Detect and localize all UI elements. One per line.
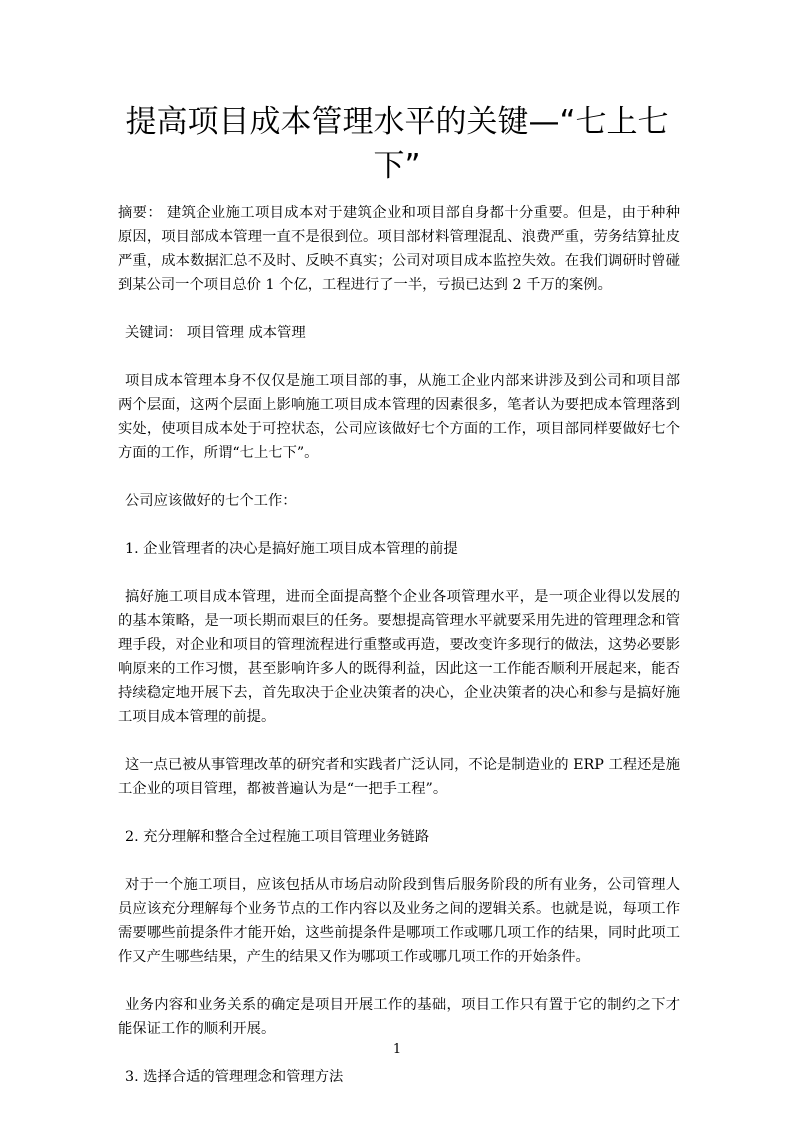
body-paragraph: 搞好施工项目成本管理，进而全面提高整个企业各项管理水平，是一项企业得以发展的的基本策略，是一项长期而艰巨的任务。要想提高管理水平就要采用先进的管理理念和管理手段，对企业和项目的管理流程进行重整或再造，要改变许多现行的做法，这势必要影响原来的工作习惯，甚至影响许多人的既得利益，因此这一工作能否顺利开展起来，能否持续稳定地开展下去，首先取决于企业决策者的决心，企业决策者的决心和参与是搞好施工项目成本管理的前提。 [118, 589, 680, 725]
page-number: 1 [392, 1042, 402, 1057]
body-paragraph: 业务内容和业务关系的确定是项目开展工作的基础，项目工作只有置于它的制约之下才能保证工作的顺利开展。 [118, 997, 680, 1037]
section-heading-company-tasks: 公司应该做好的七个工作： [125, 493, 297, 509]
item-heading-3: 3. 选择合适的管理理念和管理方法 [125, 1069, 344, 1085]
document-title: 提高项目成本管理水平的关键—“七上七下” [125, 104, 669, 184]
body-paragraph: 这一点已被从事管理改革的研究者和实践者广泛认同，不论是制造业的 ERP 工程还是施工企业的项目管理，都被普遍认为是“一把手工程”。 [118, 757, 680, 797]
item-heading-2: 2. 充分理解和整合全过程施工项目管理业务链路 [125, 829, 430, 845]
document-body [118, 201, 680, 1113]
item-heading-1: 1. 企业管理者的决心是搞好施工项目成本管理的前提 [125, 541, 458, 557]
abstract-paragraph: 摘要： 建筑企业施工项目成本对于建筑企业和项目部自身都十分重要。但是，由于种种原因，项目部成本管理一直不是很到位。项目部材料管理混乱、浪费严重，劳务结算扯皮严重，成本数据汇总不及时、反映不真实；公司对项目成本监控失效。在我们调研时曾碰到某公司一个项目总价 1 个亿，工程进行了一半，亏损已达到 2 千万的案例。 [118, 205, 680, 293]
keywords-paragraph: 关键词： 项目管理 成本管理 [125, 325, 306, 341]
intro-paragraph: 项目成本管理本身不仅仅是施工项目部的事，从施工企业内部来讲涉及到公司和项目部两个层面，这两个层面上影响施工项目成本管理的因素很多，笔者认为要把成本管理落到实处，使项目成本处于可控状态，公司应该做好七个方面的工作，项目部同样要做好七个方面的工作，所谓“七上七下”。 [118, 373, 680, 461]
body-paragraph: 对于一个施工项目，应该包括从市场启动阶段到售后服务阶段的所有业务，公司管理人员应该充分理解每个业务节点的工作内容以及业务之间的逻辑关系。也就是说，每项工作需要哪些前提条件才能开始，这些前提条件是哪项工作或哪几项工作的结果，同时此项工作又产生哪些结果，产生的结果又作为哪项工作或哪几项工作的开始条件。 [118, 877, 680, 965]
